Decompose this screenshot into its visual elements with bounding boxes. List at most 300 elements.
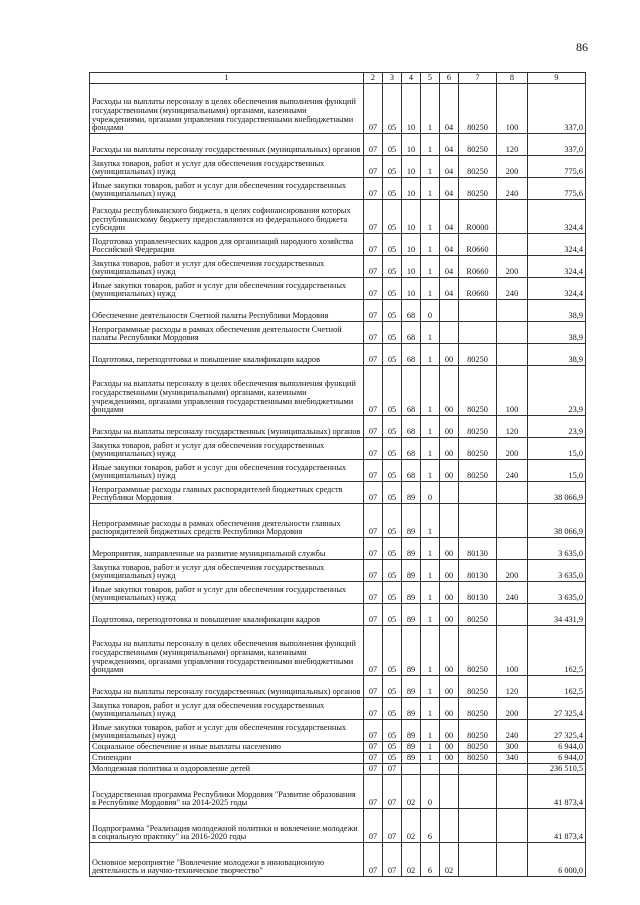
code-cell: 1	[421, 322, 440, 344]
code-cell: 100	[497, 626, 528, 676]
table-row	[90, 200, 586, 234]
code-cell: 07	[364, 753, 383, 764]
code-cell: 02	[402, 775, 421, 809]
code-cell: 120	[497, 416, 528, 438]
code-cell: 1	[421, 582, 440, 604]
code-cell: 04	[440, 234, 459, 256]
code-cell: 1	[421, 560, 440, 582]
code-cell: 07	[364, 843, 383, 877]
code-cell: 6	[421, 843, 440, 877]
code-cell	[459, 764, 497, 775]
code-cell: 07	[364, 676, 383, 698]
amount-cell: 23,9	[528, 366, 586, 416]
table-row	[90, 482, 586, 504]
amount-cell: 6 944,0	[528, 742, 586, 753]
code-cell: 1	[421, 234, 440, 256]
code-cell	[440, 482, 459, 504]
code-cell: 80250	[459, 84, 497, 134]
code-cell: 00	[440, 460, 459, 482]
code-cell: 80250	[459, 156, 497, 178]
amount-cell: 236 510,5	[528, 764, 586, 775]
code-cell: 05	[383, 84, 402, 134]
amount-cell: 162,5	[528, 626, 586, 676]
code-cell: 80250	[459, 366, 497, 416]
amount-cell: 324,4	[528, 234, 586, 256]
code-cell: 04	[440, 156, 459, 178]
code-cell: 1	[421, 626, 440, 676]
code-cell: 05	[383, 720, 402, 742]
table-row	[90, 156, 586, 178]
table-row	[90, 676, 586, 698]
code-cell: 07	[364, 84, 383, 134]
amount-cell: 34 431,9	[528, 604, 586, 626]
code-cell: 00	[440, 560, 459, 582]
table-row	[90, 366, 586, 416]
row-name: Государственная программа Республики Мордовия "Развитие образования в Республике Мордовия" на 2014-2025 годы	[90, 775, 364, 809]
code-cell: 89	[402, 582, 421, 604]
code-cell: 68	[402, 366, 421, 416]
code-cell	[440, 504, 459, 538]
code-cell	[497, 775, 528, 809]
code-cell: 68	[402, 460, 421, 482]
code-cell	[497, 200, 528, 234]
amount-cell: 337,0	[528, 134, 586, 156]
code-cell: 1	[421, 538, 440, 560]
code-cell: 00	[440, 753, 459, 764]
amount-cell: 6 000,0	[528, 843, 586, 877]
code-cell: 1	[421, 156, 440, 178]
code-cell	[440, 809, 459, 843]
code-cell: 89	[402, 720, 421, 742]
code-cell: 00	[440, 626, 459, 676]
code-cell: 10	[402, 234, 421, 256]
code-cell: 0	[421, 300, 440, 322]
code-cell: 00	[440, 582, 459, 604]
code-cell: 200	[497, 438, 528, 460]
amount-cell: 3 635,0	[528, 538, 586, 560]
header-cell: 7	[459, 73, 497, 84]
code-cell	[497, 300, 528, 322]
code-cell: 1	[421, 698, 440, 720]
row-name: Мероприятия, направленные на развитие муниципальной службы	[90, 538, 364, 560]
code-cell: 07	[364, 300, 383, 322]
table-row	[90, 300, 586, 322]
code-cell: 80250	[459, 416, 497, 438]
row-name: Стипендии	[90, 753, 364, 764]
row-name: Расходы на выплаты персоналу в целях обеспечения выполнения функций государственными (муниципальными) органами, казенными учреждениями, органами управления государственными внебюджетными фондами	[90, 626, 364, 676]
code-cell: 07	[364, 582, 383, 604]
code-cell	[440, 764, 459, 775]
code-cell: 05	[383, 256, 402, 278]
code-cell	[440, 775, 459, 809]
amount-cell: 324,4	[528, 200, 586, 234]
code-cell: 1	[421, 366, 440, 416]
table-row	[90, 134, 586, 156]
row-name: Расходы на выплаты персоналу государственных (муниципальных) органов	[90, 416, 364, 438]
table-row	[90, 720, 586, 742]
code-cell: 1	[421, 753, 440, 764]
amount-cell: 337,0	[528, 84, 586, 134]
code-cell: 02	[440, 843, 459, 877]
code-cell: 120	[497, 676, 528, 698]
table-row	[90, 322, 586, 344]
code-cell	[421, 764, 440, 775]
code-cell: 05	[383, 200, 402, 234]
row-name: Иные закупки товаров, работ и услуг для обеспечения государственных (муниципальных) нужд	[90, 278, 364, 300]
code-cell: 240	[497, 582, 528, 604]
table-row	[90, 582, 586, 604]
code-cell: 1	[421, 84, 440, 134]
code-cell: 07	[364, 234, 383, 256]
header-cell: 6	[440, 73, 459, 84]
table-row	[90, 416, 586, 438]
amount-cell: 15,0	[528, 460, 586, 482]
code-cell: 80250	[459, 438, 497, 460]
code-cell: 07	[364, 720, 383, 742]
code-cell: 05	[383, 416, 402, 438]
code-cell: 05	[383, 482, 402, 504]
code-cell	[459, 322, 497, 344]
table-row	[90, 626, 586, 676]
code-cell: 07	[364, 178, 383, 200]
code-cell: 240	[497, 178, 528, 200]
code-cell: 05	[383, 626, 402, 676]
code-cell: 04	[440, 200, 459, 234]
code-cell: 89	[402, 626, 421, 676]
code-cell: 240	[497, 460, 528, 482]
code-cell: 07	[364, 482, 383, 504]
row-name: Молодежная политика и оздоровление детей	[90, 764, 364, 775]
code-cell: R0660	[459, 256, 497, 278]
table-row	[90, 234, 586, 256]
table-row	[90, 504, 586, 538]
code-cell: 07	[364, 200, 383, 234]
code-cell: 05	[383, 604, 402, 626]
table-row	[90, 278, 586, 300]
code-cell: 07	[383, 764, 402, 775]
code-cell: 1	[421, 134, 440, 156]
code-cell: 68	[402, 322, 421, 344]
row-name: Подготовка управленческих кадров для организаций народного хозяйства Российской Федерации	[90, 234, 364, 256]
table-row	[90, 178, 586, 200]
row-name: Иные закупки товаров, работ и услуг для обеспечения государственных (муниципальных) нужд	[90, 582, 364, 604]
amount-cell: 38 066,9	[528, 482, 586, 504]
code-cell: 00	[440, 742, 459, 753]
code-cell: 00	[440, 344, 459, 366]
row-name: Расходы на выплаты персоналу государственных (муниципальных) органов	[90, 676, 364, 698]
code-cell: 240	[497, 278, 528, 300]
table-body	[90, 84, 586, 877]
code-cell: 80130	[459, 560, 497, 582]
table-row	[90, 764, 586, 775]
code-cell: 1	[421, 604, 440, 626]
code-cell: 05	[383, 560, 402, 582]
code-cell: 05	[383, 742, 402, 753]
code-cell: 07	[364, 504, 383, 538]
code-cell: 80250	[459, 604, 497, 626]
code-cell: 05	[383, 156, 402, 178]
table-row	[90, 843, 586, 877]
code-cell: 00	[440, 438, 459, 460]
row-name: Иные закупки товаров, работ и услуг для обеспечения государственных (муниципальных) нужд	[90, 460, 364, 482]
amount-cell: 324,4	[528, 256, 586, 278]
row-name: Закупка товаров, работ и услуг для обеспечения государственных (муниципальных) нужд	[90, 156, 364, 178]
amount-cell: 3 635,0	[528, 582, 586, 604]
code-cell: 05	[383, 322, 402, 344]
amount-cell: 15,0	[528, 438, 586, 460]
amount-cell: 41 873,4	[528, 775, 586, 809]
code-cell: 89	[402, 560, 421, 582]
code-cell: 340	[497, 753, 528, 764]
table-row	[90, 775, 586, 809]
row-name: Закупка товаров, работ и услуг для обеспечения государственных (муниципальных) нужд	[90, 438, 364, 460]
code-cell: 200	[497, 256, 528, 278]
code-cell: 1	[421, 742, 440, 753]
code-cell: 89	[402, 676, 421, 698]
code-cell: 07	[364, 764, 383, 775]
code-cell: 05	[383, 676, 402, 698]
code-cell: 07	[364, 134, 383, 156]
code-cell: 00	[440, 416, 459, 438]
table-row	[90, 84, 586, 134]
code-cell: 80250	[459, 742, 497, 753]
code-cell: 68	[402, 344, 421, 366]
table-row	[90, 344, 586, 366]
code-cell: 05	[383, 698, 402, 720]
code-cell: 05	[383, 753, 402, 764]
table-row	[90, 742, 586, 753]
code-cell: 80130	[459, 538, 497, 560]
code-cell: 00	[440, 676, 459, 698]
code-cell: 80250	[459, 676, 497, 698]
code-cell: 07	[383, 775, 402, 809]
header-cell: 4	[402, 73, 421, 84]
code-cell: 1	[421, 460, 440, 482]
row-name: Обеспечение деятельности Счетной палаты Республики Мордовия	[90, 300, 364, 322]
code-cell: 00	[440, 538, 459, 560]
code-cell: 1	[421, 178, 440, 200]
table-row	[90, 538, 586, 560]
code-cell: 1	[421, 416, 440, 438]
code-cell: 00	[440, 720, 459, 742]
page-number: 86	[576, 40, 588, 54]
amount-cell: 775,6	[528, 178, 586, 200]
code-cell: 05	[383, 504, 402, 538]
code-cell	[497, 809, 528, 843]
code-cell: 07	[364, 626, 383, 676]
code-cell: 07	[364, 416, 383, 438]
code-cell: 04	[440, 256, 459, 278]
table-row	[90, 604, 586, 626]
code-cell: 0	[421, 482, 440, 504]
code-cell: 07	[364, 604, 383, 626]
code-cell: 07	[364, 698, 383, 720]
code-cell	[440, 300, 459, 322]
row-name: Подпрограмма "Реализация молодежной политики и вовлечение молодежи в социальную практику" на 2016-2020 годы	[90, 809, 364, 843]
row-name: Непрограммные расходы в рамках обеспечения деятельности главных распорядителей бюджетных средств Республики Мордовия	[90, 504, 364, 538]
code-cell: 80250	[459, 178, 497, 200]
code-cell: 07	[364, 278, 383, 300]
code-cell	[459, 300, 497, 322]
amount-cell: 3 635,0	[528, 560, 586, 582]
row-name: Основное мероприятие "Вовлечение молодежи в инновационную деятельность и научно-техническое творчество"	[90, 843, 364, 877]
code-cell: 80250	[459, 134, 497, 156]
code-cell: 80250	[459, 626, 497, 676]
code-cell: R0000	[459, 200, 497, 234]
code-cell: 05	[383, 582, 402, 604]
code-cell: 07	[364, 560, 383, 582]
amount-cell: 324,4	[528, 278, 586, 300]
code-cell: 10	[402, 84, 421, 134]
row-name: Непрограммные расходы главных распорядителей бюджетных средств Республики Мордовия	[90, 482, 364, 504]
code-cell	[459, 809, 497, 843]
header-cell: 8	[497, 73, 528, 84]
code-cell: 10	[402, 256, 421, 278]
code-cell: 07	[364, 775, 383, 809]
table-row	[90, 753, 586, 764]
code-cell: 07	[364, 538, 383, 560]
code-cell: 0	[421, 775, 440, 809]
code-cell	[497, 538, 528, 560]
code-cell	[497, 504, 528, 538]
code-cell: 10	[402, 200, 421, 234]
code-cell: 200	[497, 560, 528, 582]
amount-cell: 162,5	[528, 676, 586, 698]
code-cell: 05	[383, 460, 402, 482]
row-name: Непрограммные расходы в рамках обеспечения деятельности Счетной палаты Республики Мордовия	[90, 322, 364, 344]
code-cell	[497, 322, 528, 344]
amount-cell: 775,6	[528, 156, 586, 178]
code-cell	[497, 764, 528, 775]
code-cell: 80250	[459, 753, 497, 764]
table-row	[90, 809, 586, 843]
code-cell	[440, 322, 459, 344]
code-cell	[459, 775, 497, 809]
code-cell: 04	[440, 134, 459, 156]
row-name: Закупка товаров, работ и услуг для обеспечения государственных (муниципальных) нужд	[90, 698, 364, 720]
row-name: Расходы республиканского бюджета, в целях софинансирования которых республиканскому бюджету предоставляются из федерального бюджета субсидии	[90, 200, 364, 234]
code-cell: 89	[402, 742, 421, 753]
header-cell: 3	[383, 73, 402, 84]
amount-cell: 38,9	[528, 322, 586, 344]
amount-cell: 38 066,9	[528, 504, 586, 538]
code-cell: 07	[364, 256, 383, 278]
code-cell: 02	[402, 809, 421, 843]
code-cell: 05	[383, 278, 402, 300]
code-cell: 05	[383, 178, 402, 200]
code-cell: 10	[402, 134, 421, 156]
header-cell: 1	[90, 73, 364, 84]
code-cell: R0660	[459, 278, 497, 300]
code-cell: 02	[402, 843, 421, 877]
table-row	[90, 256, 586, 278]
code-cell: 80130	[459, 582, 497, 604]
table-row	[90, 438, 586, 460]
code-cell: 07	[383, 809, 402, 843]
table-row	[90, 698, 586, 720]
row-name: Социальное обеспечение и иные выплаты населению	[90, 742, 364, 753]
amount-cell: 38,9	[528, 344, 586, 366]
row-name: Подготовка, переподготовка и повышение квалификации кадров	[90, 604, 364, 626]
code-cell: 07	[364, 344, 383, 366]
code-cell: 05	[383, 344, 402, 366]
table-row	[90, 460, 586, 482]
code-cell: 10	[402, 156, 421, 178]
code-cell: 1	[421, 344, 440, 366]
code-cell: 00	[440, 366, 459, 416]
code-cell	[497, 344, 528, 366]
code-cell: 07	[383, 843, 402, 877]
code-cell: 240	[497, 720, 528, 742]
code-cell: 1	[421, 676, 440, 698]
row-name: Иные закупки товаров, работ и услуг для обеспечения государственных (муниципальных) нужд	[90, 178, 364, 200]
code-cell: 200	[497, 698, 528, 720]
code-cell: 05	[383, 438, 402, 460]
code-cell: 05	[383, 538, 402, 560]
code-cell	[497, 843, 528, 877]
code-cell: 89	[402, 753, 421, 764]
amount-cell: 41 873,4	[528, 809, 586, 843]
header-cell: 5	[421, 73, 440, 84]
code-cell: 10	[402, 278, 421, 300]
amount-cell: 27 325,4	[528, 720, 586, 742]
code-cell: 05	[383, 134, 402, 156]
row-name: Расходы на выплаты персоналу в целях обеспечения выполнения функций государственными (муниципальными) органами, казенными учреждениями, органами управления государственными внебюджетными фондами	[90, 366, 364, 416]
row-name: Закупка товаров, работ и услуг для обеспечения государственных (муниципальных) нужд	[90, 560, 364, 582]
code-cell	[459, 504, 497, 538]
row-name: Расходы на выплаты персоналу в целях обеспечения выполнения функций государственными (муниципальными) органами, казенными учреждениями, органами управления государственными внебюджетными фондами	[90, 84, 364, 134]
amount-cell: 27 325,4	[528, 698, 586, 720]
code-cell	[497, 604, 528, 626]
code-cell: 05	[383, 366, 402, 416]
code-cell: 05	[383, 300, 402, 322]
code-cell: R0660	[459, 234, 497, 256]
code-cell: 07	[364, 366, 383, 416]
header-row	[90, 73, 586, 84]
code-cell	[497, 482, 528, 504]
code-cell: 89	[402, 604, 421, 626]
code-cell: 07	[364, 438, 383, 460]
header-cell: 2	[364, 73, 383, 84]
code-cell: 04	[440, 278, 459, 300]
code-cell: 07	[364, 322, 383, 344]
code-cell: 100	[497, 366, 528, 416]
code-cell: 1	[421, 504, 440, 538]
code-cell: 200	[497, 156, 528, 178]
code-cell: 1	[421, 256, 440, 278]
row-name: Иные закупки товаров, работ и услуг для обеспечения государственных (муниципальных) нужд	[90, 720, 364, 742]
code-cell: 80250	[459, 460, 497, 482]
code-cell	[497, 234, 528, 256]
amount-cell: 38,9	[528, 300, 586, 322]
row-name: Расходы на выплаты персоналу государственных (муниципальных) органов	[90, 134, 364, 156]
code-cell: 100	[497, 84, 528, 134]
code-cell	[402, 764, 421, 775]
code-cell: 1	[421, 278, 440, 300]
code-cell: 1	[421, 720, 440, 742]
row-name: Подготовка, переподготовка и повышение квалификации кадров	[90, 344, 364, 366]
header-cell: 9	[528, 73, 586, 84]
code-cell: 1	[421, 200, 440, 234]
code-cell: 05	[383, 234, 402, 256]
code-cell: 07	[364, 460, 383, 482]
code-cell: 04	[440, 178, 459, 200]
code-cell: 1	[421, 438, 440, 460]
code-cell: 07	[364, 809, 383, 843]
code-cell: 80250	[459, 720, 497, 742]
code-cell: 300	[497, 742, 528, 753]
code-cell: 07	[364, 156, 383, 178]
